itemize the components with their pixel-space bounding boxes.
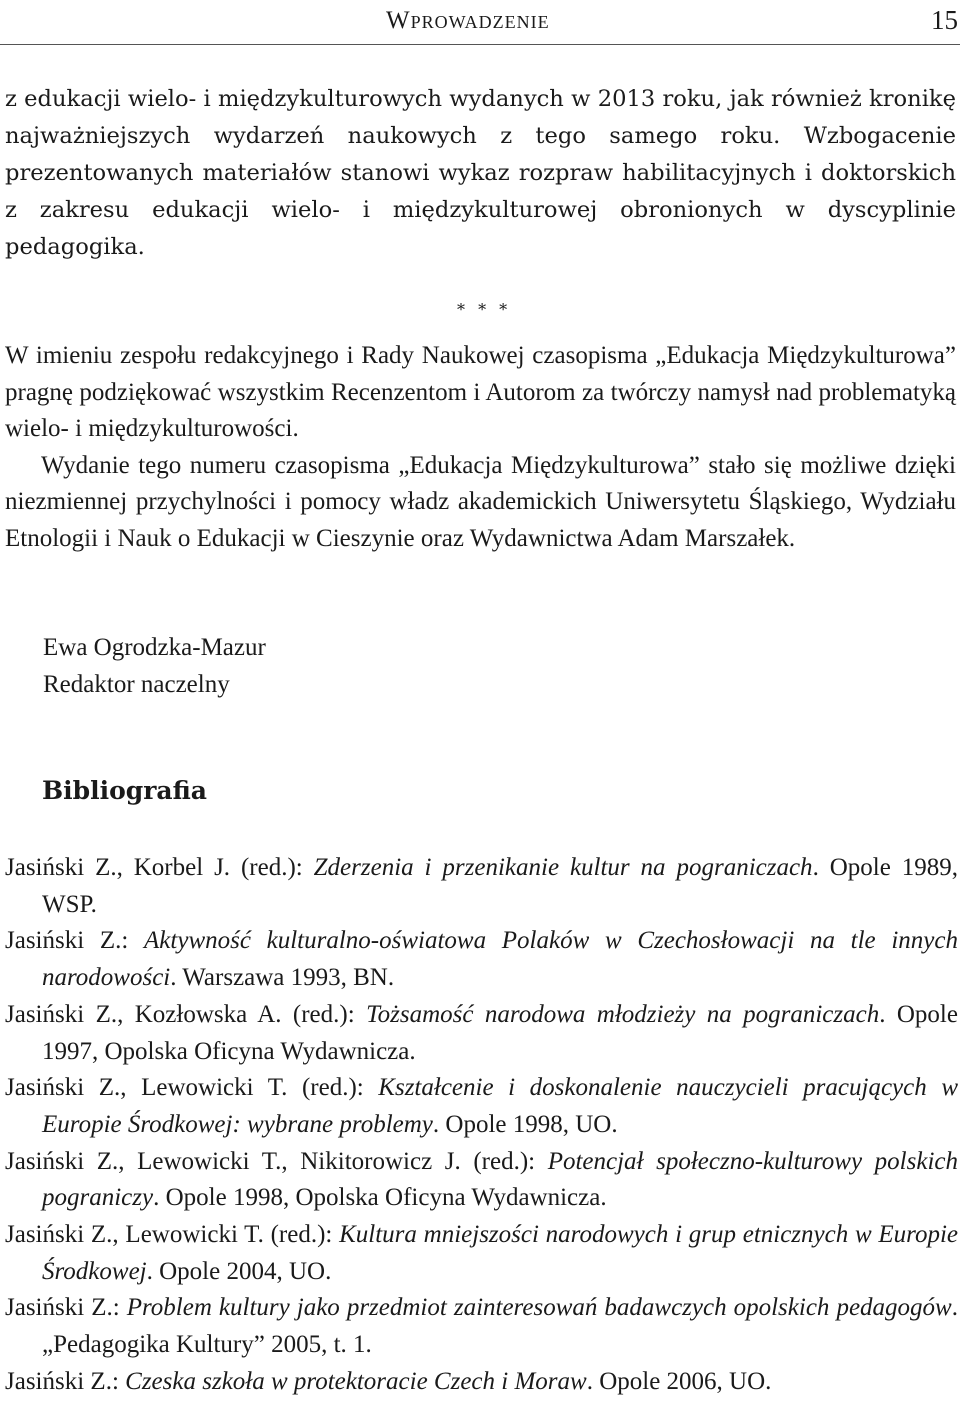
entry-author: Jasiński Z.: xyxy=(5,1367,126,1395)
entry-title: Kształcenie i doskonalenie nauczycieli pracujących w Europie Środkowej: wybrane problemy xyxy=(42,1074,958,1138)
entry-author: Jasiński Z.: xyxy=(5,927,145,955)
intro-section xyxy=(5,81,956,266)
entry-title: Potencjał społeczno-kulturowy polskich pograniczy xyxy=(42,1147,958,1212)
entry-author: Jasiński Z., Lewowicki T. (red.): xyxy=(5,1074,379,1102)
bibliography-entry xyxy=(5,997,958,1070)
signature xyxy=(43,629,266,703)
thanks-paragraph: W imieniu zespołu redakcyjnego i Rady Naukowej czasopisma „Edukacja Międzykulturowa” pragnę podziękować wszystkim Recenzentom i Autorom za twórczy namysł nad problematyką wielo- i międzykulturowości. xyxy=(5,342,956,443)
section-separator: * * * xyxy=(457,300,512,319)
acknowledgement-section xyxy=(5,338,956,558)
entry-title: Czeska szkoła w protektoracie Czech i Moraw xyxy=(125,1367,587,1395)
intro-paragraph: z edukacji wielo- i międzykulturowych wydanych w 2013 roku, jak również kronikę najważniejszych wydarzeń naukowych z tego samego roku. Wzbogacenie prezentowanych materiałów stanowi wykaz rozpraw habilitacyjnych i doktorskich z zakresu edukacji wielo- i międzykulturowej obronionych w dyscyplinie pedagogika. xyxy=(5,86,956,260)
entry-publication: . Opole 1998, Opolska Oficyna Wydawnicza. xyxy=(153,1184,607,1212)
page-number: 15 xyxy=(931,5,958,35)
bibliography-entry xyxy=(5,1217,958,1290)
entry-publication: . „Pedagogika Kultury” 2005, t. 1. xyxy=(42,1294,958,1359)
entry-author: Jasiński Z., Kozłowska A. (red.): xyxy=(5,1000,367,1028)
entry-title: Problem kultury jako przedmiot zainteresowań badawczych opolskich pedagogów xyxy=(126,1294,952,1322)
entry-title: Zderzenia i przenikanie kultur na pograniczach xyxy=(313,854,813,881)
signature-name: Ewa Ogrodzka-Mazur xyxy=(43,634,266,661)
entry-publication: . Warszawa 1993, BN. xyxy=(170,964,395,992)
entry-author: Jasiński Z., Korbel J. (red.): xyxy=(5,854,314,881)
thanks-paragraph: Wydanie tego numeru czasopisma „Edukacja Międzykulturowa” stało się możliwe dzięki niezmiennej przychylności i pomocy władz akademickich Uniwersytetu Śląskiego, Wydziału Etnologii i Nauk o Edukacji w Cieszynie oraz Wydawnictwa Adam Marszałek. xyxy=(5,451,956,552)
signature-role: Redaktor naczelny xyxy=(43,671,230,698)
entry-title: Tożsamość narodowa młodzieży na pograniczach xyxy=(366,1000,880,1028)
entry-title: Aktywność kulturalno-oświatowa Polaków w Czechosłowacji na tle innych narodowości xyxy=(42,927,958,992)
entry-author: Jasiński Z.: xyxy=(5,1294,127,1322)
bibliography-entry xyxy=(5,850,958,923)
bibliography-entry xyxy=(5,1144,958,1217)
bibliography-entry xyxy=(5,1070,958,1143)
entry-publication: . Opole 1997, Opolska Oficyna Wydawnicza. xyxy=(42,1000,958,1065)
bibliography-list xyxy=(5,850,958,1401)
entry-author: Jasiński Z., Lewowicki T. (red.): xyxy=(5,1221,340,1249)
bibliography-entry xyxy=(5,1364,958,1401)
bibliography-heading: Bibliografia xyxy=(42,776,208,805)
entry-publication: . Opole 2006, UO. xyxy=(586,1367,772,1395)
entry-publication: . Opole 1989, WSP. xyxy=(42,854,958,918)
chapter-title: Wprowadzenie xyxy=(386,7,550,34)
entry-publication: . Opole 2004, UO. xyxy=(146,1257,332,1285)
entry-publication: . Opole 1998, UO. xyxy=(432,1110,618,1138)
entry-author: Jasiński Z., Lewowicki T., Nikitorowicz J. (red.): xyxy=(5,1147,548,1175)
entry-title: Kultura mniejszości narodowych i grup etnicznych w Europie Środkowej xyxy=(42,1221,958,1285)
bibliography-entry xyxy=(5,923,958,996)
running-header xyxy=(0,0,960,45)
bibliography-entry xyxy=(5,1290,958,1363)
